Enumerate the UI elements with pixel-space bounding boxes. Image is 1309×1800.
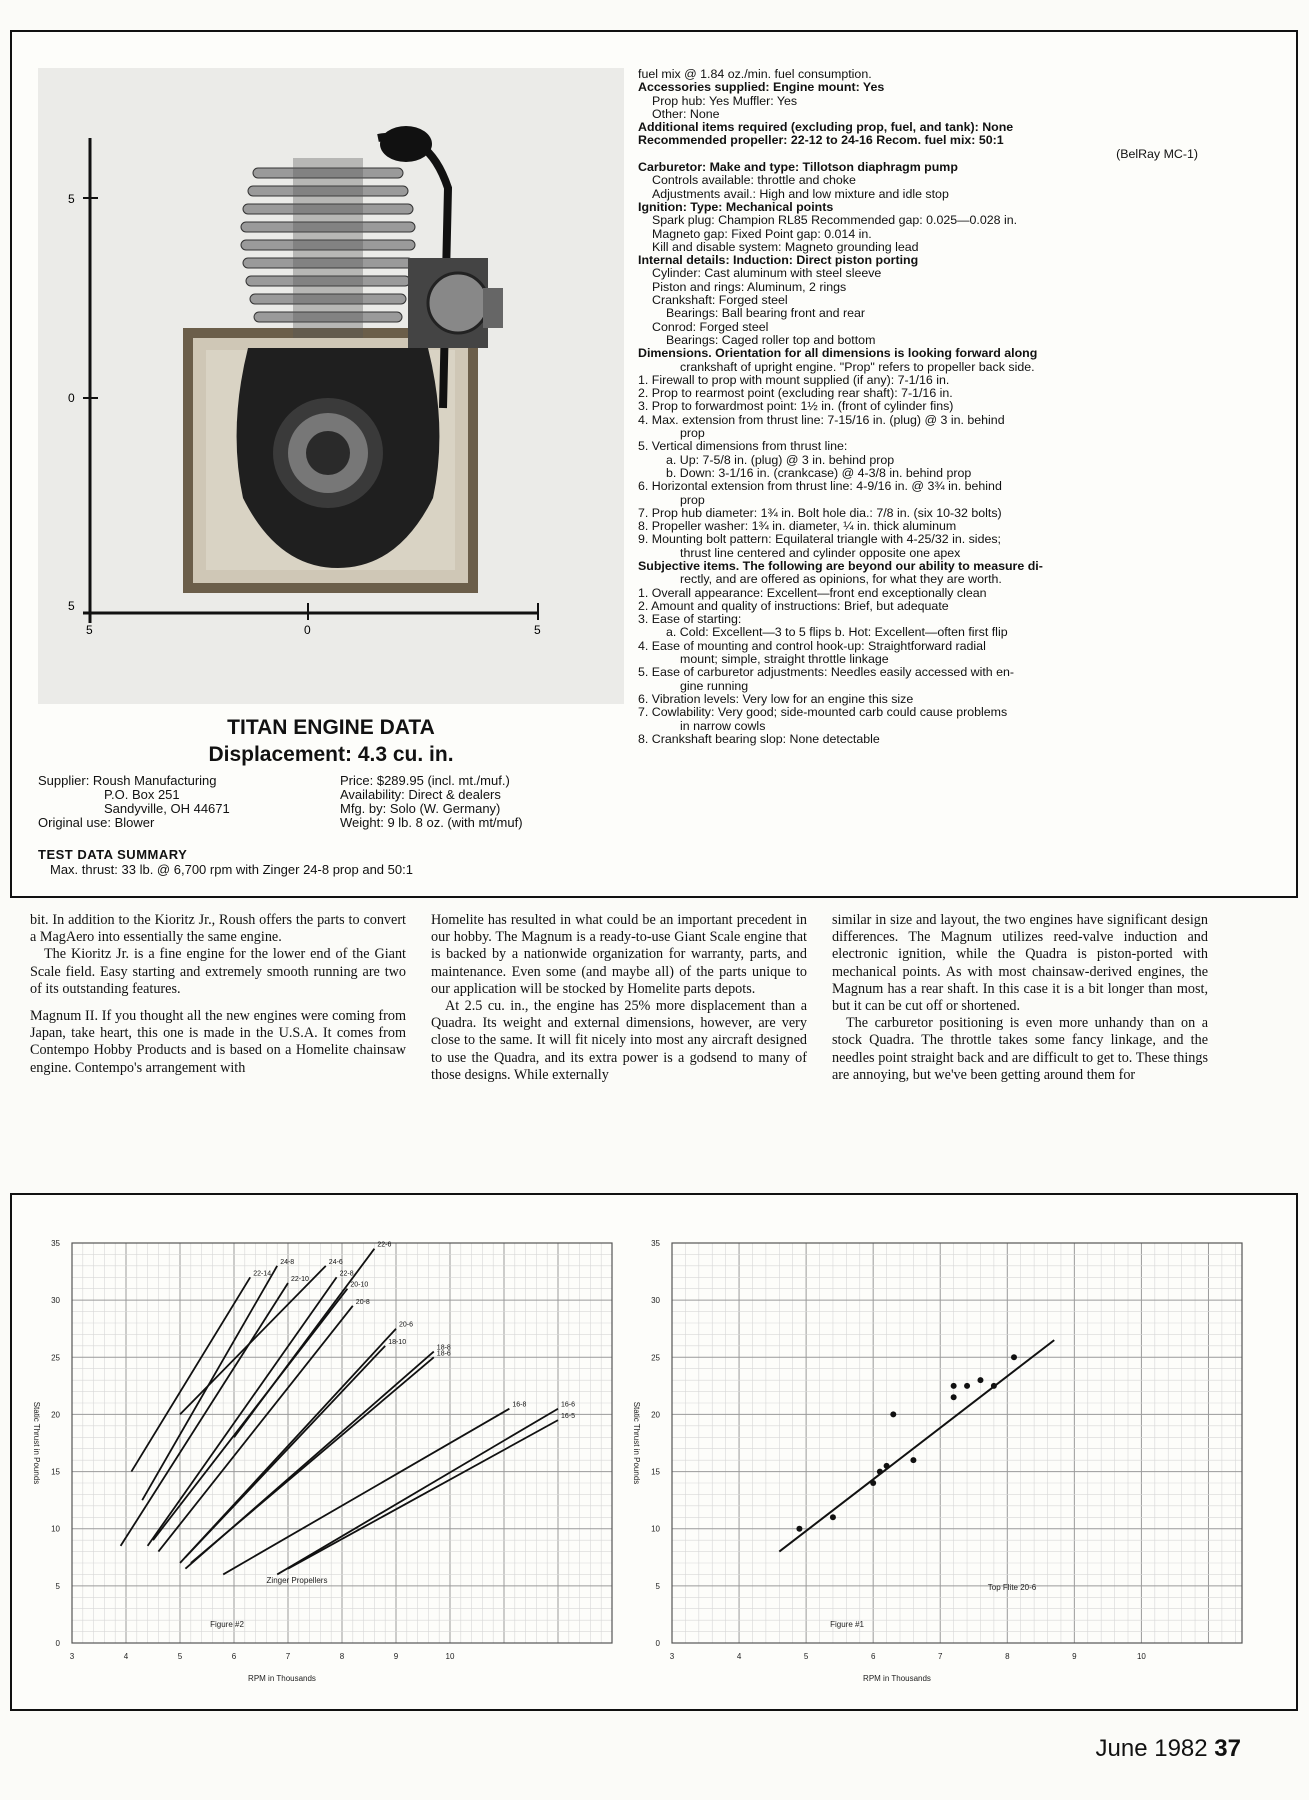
y-axis-label: Static Thrust in Pounds	[632, 1401, 641, 1485]
spec-line: crankshaft of upright engine. "Prop" refers to propeller back side.	[680, 359, 1035, 374]
spec-line: a. Cold: Excellent—3 to 5 flips b. Hot: Excellent—often first flip	[666, 625, 1008, 640]
series-label: 18-10	[388, 1338, 407, 1346]
spec-line: 1. Firewall to prop with mount supplied (if any): 7-1/16 in.	[638, 372, 950, 387]
spec-line: Kill and disable system: Magneto grounding lead	[652, 239, 919, 254]
spec-line: Additional items required (excluding prop, fuel, and tank): None	[638, 120, 1014, 135]
y-tick-label: 30	[51, 1296, 60, 1306]
series-label: 16-5	[561, 1413, 576, 1421]
chart-annotation: Top Flite 20-6	[987, 1583, 1037, 1592]
x-tick-label: 8	[339, 1652, 345, 1661]
article-column-1	[30, 912, 406, 1084]
y-tick-label: 5	[55, 1581, 60, 1591]
spec-line: 3. Prop to forwardmost point: 1½ in. (front of cylinder fins)	[638, 399, 954, 414]
data-point	[884, 1463, 890, 1469]
issue-date: June 1982	[1095, 1735, 1208, 1762]
data-point	[890, 1411, 896, 1417]
original-use-line: Original use: Blower	[38, 815, 155, 830]
spec-line: Prop hub: Yes Muffler: Yes	[652, 93, 798, 108]
spec-line: Conrod: Forged steel	[652, 319, 769, 334]
data-point	[977, 1377, 983, 1383]
data-point	[991, 1383, 997, 1389]
spec-line: Internal details: Induction: Direct piston porting	[638, 253, 919, 268]
x-tick-label: 8	[1005, 1652, 1010, 1661]
spec-line: 4. Ease of mounting and control hook-up: Straightforward radial	[638, 638, 986, 653]
article-column-3	[832, 912, 1208, 1084]
spec-line: Dimensions. Orientation for all dimensions is looking forward along	[638, 346, 1038, 361]
photo-tick-label: 5	[68, 192, 75, 206]
data-point	[877, 1469, 883, 1475]
series-label: 16-8	[512, 1401, 527, 1409]
series-label: 24-8	[280, 1258, 295, 1266]
spec-line: mount; simple, straight throttle linkage	[680, 652, 889, 667]
y-tick-label: 20	[51, 1410, 60, 1420]
spec-line: Carburetor: Make and type: Tillotson diaphragm pump	[638, 160, 958, 175]
spec-line: Bearings: Ball bearing front and rear	[666, 306, 866, 321]
series-label: 20-6	[399, 1321, 414, 1329]
y-tick-label: 15	[51, 1467, 60, 1477]
x-axis-label: RPM in Thousands	[248, 1674, 316, 1683]
series-label: 18-8	[436, 1344, 451, 1352]
y-tick-label: 10	[651, 1524, 660, 1534]
x-tick-label: 5	[803, 1652, 809, 1661]
engine-data-box	[10, 30, 1298, 898]
engine-data-heading: TITAN ENGINE DATA	[227, 716, 435, 739]
fit-line	[779, 1340, 1054, 1551]
y-tick-label: 25	[651, 1353, 660, 1363]
supplier-line: Sandyville, OH 44671	[104, 801, 230, 816]
photo-tick-label: 5	[86, 623, 93, 637]
spec-line: Bearings: Caged roller top and bottom	[666, 332, 876, 347]
spec-line: 3. Ease of starting:	[638, 612, 742, 627]
article-paragraph: Homelite has resulted in what could be an important precedent in our hobby. The Magnum is a ready-to-use Giant Scale engine that is backed by a nationwide organization for warranty, parts, and maintenance. Even some (and maybe all) of the parts unique to our application will be stocked by Homelite parts depots.	[431, 912, 807, 997]
spec-line: 8. Crankshaft bearing slop: None detectable	[638, 731, 880, 746]
spec-line: Other: None	[652, 106, 720, 121]
y-tick-label: 35	[51, 1239, 60, 1248]
spec-line: Recommended propeller: 22-12 to 24-16 Recom. fuel mix: 50:1	[638, 133, 1004, 148]
x-tick-label: 3	[669, 1652, 675, 1661]
y-tick-label: 15	[651, 1467, 660, 1477]
engine-displacement: Displacement: 4.3 cu. in.	[208, 743, 454, 766]
series-label: 20-8	[355, 1298, 370, 1306]
spec-line: in narrow cowls	[680, 718, 766, 733]
photo-tick-label: 5	[68, 599, 75, 613]
x-tick-label: 7	[285, 1652, 291, 1661]
spec-line: rectly, and are offered as opinions, for what they are worth.	[680, 572, 1002, 587]
x-tick-label: 9	[1072, 1652, 1077, 1661]
spec-line: Crankshaft: Forged steel	[652, 293, 788, 308]
thrust-charts	[12, 1195, 1296, 1709]
test-data-summary	[38, 847, 638, 877]
article-paragraph: similar in size and layout, the two engines have significant design differences. The Magnum utilizes reed-valve induction and electronic ignition, while the Quadra is piston-ported with mechanical points. As with most chainsaw-derived engines, the Magnum has a rear shaft. In this case it is a bit longer than most, but it can be cut off or shortened.	[832, 912, 1208, 1015]
data-point	[1011, 1354, 1017, 1360]
photo-tick-label: 0	[68, 391, 75, 405]
spec-line: Piston and rings: Aluminum, 2 rings	[652, 279, 847, 294]
spec-line: 6. Vibration levels: Very low for an engine this size	[638, 691, 914, 706]
figure-label: Figure #2	[210, 1620, 244, 1629]
article-paragraph: bit. In addition to the Kioritz Jr., Roush offers the parts to convert a MagAero into essentially the same engine.	[30, 912, 406, 946]
spec-line: Spark plug: Champion RL85 Recommended gap: 0.025—0.028 in.	[652, 213, 1018, 228]
y-tick-label: 10	[51, 1524, 60, 1534]
article-paragraph: The carburetor positioning is even more unhandy than on a stock Quadra. The throttle takes some fancy linkage, and the needles point straight back and are difficult to get to. These things are annoying, but we've been getting around them for	[832, 1015, 1208, 1083]
spec-line: 6. Horizontal extension from thrust line: 4-9/16 in. @ 3¾ in. behind	[638, 479, 1002, 494]
data-point	[964, 1383, 970, 1389]
charts-box	[10, 1193, 1298, 1711]
x-tick-label: 4	[123, 1652, 129, 1661]
x-tick-label: 10	[1136, 1652, 1146, 1661]
spec-line: b. Down: 3-1/16 in. (crankcase) @ 4-3/8 in. behind prop	[666, 465, 972, 480]
test-data-text: Max. thrust: 33 lb. @ 6,700 rpm with Zinger 24-8 prop and 50:1	[50, 862, 413, 877]
engine-photo-image	[38, 68, 624, 704]
spec-line: gine running	[680, 678, 749, 693]
engine-data-title	[38, 714, 624, 768]
spec-line: 7. Cowlability: Very good; side-mounted carb could cause problems	[638, 705, 1008, 720]
x-tick-label: 9	[393, 1652, 399, 1661]
article-paragraph: The Kioritz Jr. is a fine engine for the lower end of the Giant Scale field. Easy starting and extremely smooth running are two of its outstanding features.	[30, 946, 406, 997]
data-point	[796, 1526, 802, 1532]
data-point	[870, 1480, 876, 1486]
article-column-2	[431, 912, 807, 1084]
x-tick-label: 3	[69, 1652, 75, 1661]
spec-line: prop	[680, 426, 705, 441]
article-paragraph: Magnum II. If you thought all the new engines were coming from Japan, take heart, this one is made in the U.S.A. It comes from Contempo Hobby Products and is based on a Homelite chainsaw engine. Contempo's arrangement with	[30, 1008, 406, 1076]
engine-photo	[38, 68, 624, 704]
spec-line: Ignition: Type: Mechanical points	[638, 199, 834, 214]
series-label: 22-10	[291, 1276, 309, 1283]
x-tick-label: 5	[177, 1652, 183, 1661]
series-label: 18-6	[436, 1350, 451, 1358]
photo-tick-label: 5	[534, 623, 541, 637]
data-point	[910, 1457, 916, 1463]
series-label: 22-8	[339, 1270, 354, 1278]
x-axis-label: RPM in Thousands	[863, 1674, 931, 1683]
spec-line: fuel mix @ 1.84 oz./min. fuel consumption.	[638, 67, 872, 81]
spec-line: (BelRay MC-1)	[1116, 146, 1198, 161]
weight-line: Weight: 9 lb. 8 oz. (with mt/muf)	[340, 815, 523, 830]
y-tick-label: 0	[55, 1639, 60, 1648]
engine-specs-list	[638, 68, 1204, 746]
spec-line: 2. Amount and quality of instructions: Brief, but adequate	[638, 598, 949, 613]
price-line: Price: $289.95 (incl. mt./muf.)	[340, 773, 510, 788]
series-label: 22-14	[253, 1270, 272, 1278]
x-tick-label: 4	[736, 1652, 742, 1661]
spec-line: Cylinder: Cast aluminum with steel sleeve	[652, 266, 882, 281]
spec-line: 8. Propeller washer: 1¾ in. diameter, ¼ in. thick aluminum	[638, 519, 957, 534]
figure-label: Figure #1	[830, 1620, 864, 1629]
spec-line: 5. Vertical dimensions from thrust line:	[638, 439, 848, 454]
spec-line: 1. Overall appearance: Excellent—front end exceptionally clean	[638, 585, 987, 600]
manufacturer-line: Mfg. by: Solo (W. Germany)	[340, 801, 501, 816]
spec-line: prop	[680, 492, 705, 507]
availability-line: Availability: Direct & dealers	[340, 787, 501, 802]
test-data-heading: TEST DATA SUMMARY	[38, 847, 188, 862]
series-label: 20-10	[350, 1281, 369, 1289]
page-number: 37	[1214, 1735, 1241, 1762]
y-tick-label: 5	[655, 1581, 660, 1591]
spec-line: Adjustments avail.: High and low mixture and idle stop	[652, 186, 949, 201]
supplier-line: P.O. Box 251	[104, 787, 180, 802]
y-tick-label: 0	[655, 1639, 660, 1648]
article-body	[30, 912, 1208, 1084]
y-tick-label: 25	[51, 1353, 60, 1363]
series-label: 24-6	[328, 1258, 343, 1266]
spec-line: Magneto gap: Fixed Point gap: 0.014 in.	[652, 226, 872, 241]
spec-line: Accessories supplied: Engine mount: Yes	[638, 80, 885, 95]
data-point	[951, 1383, 957, 1389]
spec-line: 9. Mounting bolt pattern: Equilateral triangle with 4-25/32 in. sides;	[638, 532, 1001, 547]
y-tick-label: 30	[651, 1296, 660, 1306]
plot-frame	[672, 1243, 1242, 1643]
spec-line: Controls available: throttle and choke	[652, 173, 856, 188]
y-axis-label: Static Thrust in Pounds	[32, 1401, 41, 1485]
spec-line: thrust line centered and cylinder opposite one apex	[680, 545, 961, 560]
supplier-block	[38, 774, 624, 830]
article-paragraph: At 2.5 cu. in., the engine has 25% more displacement than a Quadra. Its weight and external dimensions, however, are very close to the same. It will fit nicely into most any aircraft designed to use the Quadra, and its extra power is a godsend to many of those designs. While externally	[431, 998, 807, 1083]
photo-tick-label: 0	[304, 623, 311, 637]
series-label: 22-6	[377, 1241, 392, 1249]
supplier-line: Supplier: Roush Manufacturing	[38, 773, 217, 788]
data-point	[951, 1394, 957, 1400]
series-label: 16-6	[561, 1401, 576, 1409]
spec-line: 2. Prop to rearmost point (excluding rear shaft): 7-1/16 in.	[638, 386, 953, 401]
data-point	[830, 1514, 836, 1520]
page-footer	[1096, 1735, 1241, 1763]
x-tick-label: 7	[938, 1652, 943, 1661]
spec-line: Subjective items. The following are beyond our ability to measure di-	[638, 558, 1043, 573]
x-tick-label: 6	[231, 1652, 237, 1661]
spec-line: 5. Ease of carburetor adjustments: Needles easily accessed with en-	[638, 665, 1015, 680]
spec-line: 7. Prop hub diameter: 1¾ in. Bolt hole dia.: 7/8 in. (six 10-32 bolts)	[638, 505, 1002, 520]
y-tick-label: 20	[651, 1410, 660, 1420]
chart-annotation: Zinger Propellers	[266, 1576, 328, 1585]
spec-line: 4. Max. extension from thrust line: 7-15/16 in. (plug) @ 3 in. behind	[638, 412, 1005, 427]
y-tick-label: 35	[651, 1239, 660, 1248]
x-tick-label: 10	[445, 1652, 455, 1661]
x-tick-label: 6	[870, 1652, 876, 1661]
spec-line: a. Up: 7-5/8 in. (plug) @ 3 in. behind prop	[666, 452, 895, 467]
